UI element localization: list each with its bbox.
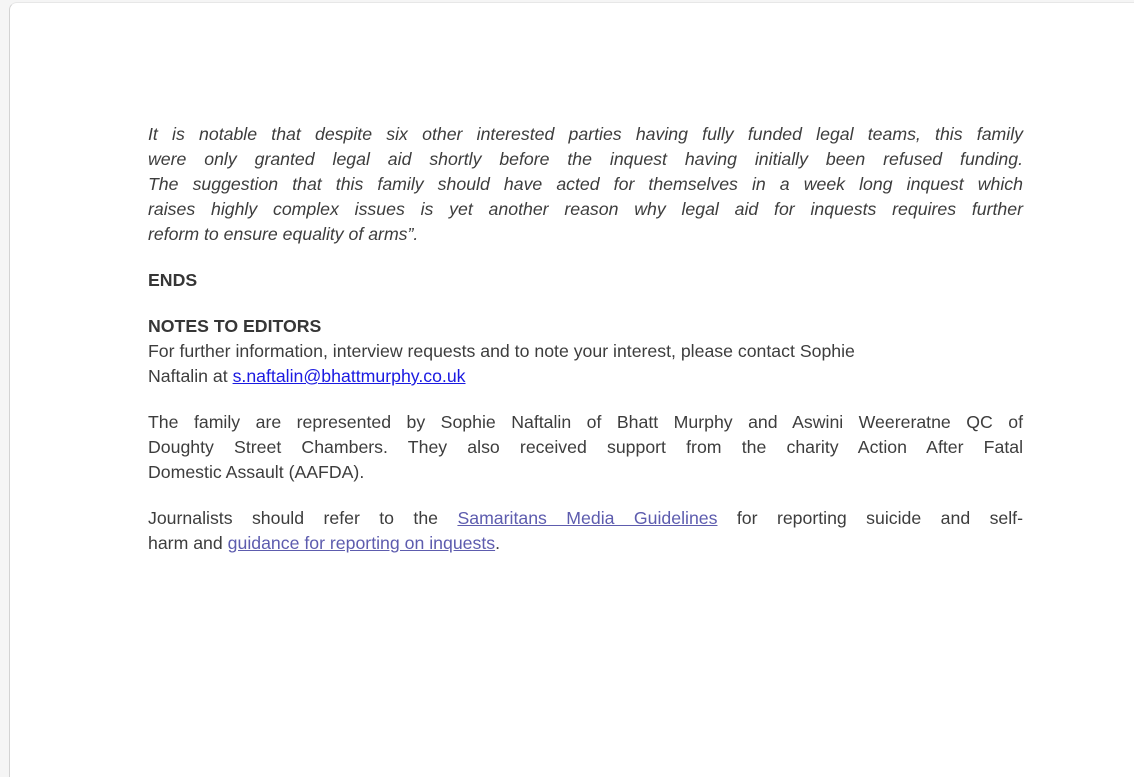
text-run: Journalists should refer to the	[148, 508, 458, 528]
text-run: reform to ensure equality of arms”.	[148, 224, 419, 244]
text-line	[148, 268, 1023, 293]
text-run: Domestic Assault (AAFDA).	[148, 462, 365, 482]
paragraph-representation	[148, 410, 1023, 485]
text-run: ENDS	[148, 270, 198, 290]
text-line	[148, 147, 1023, 172]
text-run: NOTES TO EDITORS	[148, 316, 322, 336]
text-run: harm and	[148, 533, 228, 553]
text-line	[148, 435, 1023, 460]
text-line	[148, 222, 1023, 247]
text-line	[148, 460, 1023, 485]
text-run: Doughty Street Chambers. They also received support from the charity Action After Fatal	[148, 437, 1023, 457]
text-run: were only granted legal aid shortly before the inquest having initially been refused funding.	[148, 149, 1023, 169]
paragraph-journalists	[148, 506, 1023, 556]
text-run: For further information, interview requests and to note your interest, please contact Sophie	[148, 341, 855, 361]
text-line	[148, 364, 1023, 389]
text-run: raises highly complex issues is yet another reason why legal aid for inquests requires further	[148, 199, 1023, 219]
text-line	[148, 339, 1023, 364]
text-line	[148, 122, 1023, 147]
text-run: .	[495, 533, 501, 553]
text-line	[148, 314, 1023, 339]
text-run: for reporting suicide and self-	[717, 508, 1023, 528]
document-content	[148, 3, 1023, 556]
text-run: The family are represented by Sophie Naftalin of Bhatt Murphy and Aswini Weereratne QC of	[148, 412, 1023, 432]
text-run: The suggestion that this family should have acted for themselves in a week long inquest which	[148, 174, 1023, 194]
email-link[interactable]: s.naftalin@bhattmurphy.co.uk	[232, 366, 466, 386]
guidance-reporting-inquests-link[interactable]: guidance for reporting on inquests	[227, 533, 496, 553]
paragraph-contact	[148, 339, 1023, 389]
samaritans-media-guidelines-link[interactable]: Samaritans Media Guidelines	[457, 508, 718, 528]
document-page	[9, 2, 1134, 777]
paragraph-ends-heading	[148, 268, 1023, 293]
paragraph-notes-to-editors-heading	[148, 314, 1023, 339]
text-run: It is notable that despite six other interested parties having fully funded legal teams, this family	[148, 124, 1023, 144]
text-line	[148, 531, 1023, 556]
text-line	[148, 197, 1023, 222]
paragraph-quote	[148, 122, 1023, 247]
text-run: Naftalin at	[148, 366, 233, 386]
text-line	[148, 172, 1023, 197]
text-line	[148, 506, 1023, 531]
text-line	[148, 410, 1023, 435]
